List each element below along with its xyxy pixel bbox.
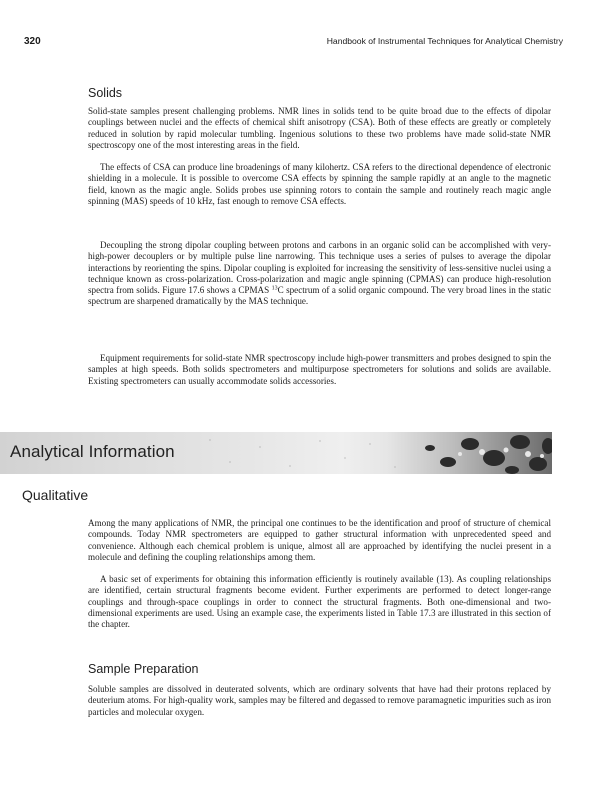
page-header	[24, 36, 563, 50]
solids-paragraph-3	[88, 240, 551, 308]
page-number: 320	[24, 36, 41, 47]
qualitative-heading: Qualitative	[22, 487, 89, 503]
qualitative-paragraph-1: Among the many applications of NMR, the principal one continues to be the identification and proof of structure of chemical compounds. Today NMR spectrometers are equipped to gather structural information with unprecedented speed and convenience. Although each chemical problem is unique, almost all are approached by identifying the nuclei present in a molecule and defining the coupling relationships among them.	[88, 518, 551, 562]
section-banner	[0, 432, 552, 474]
isotope-superscript: 13	[271, 285, 278, 292]
solids-paragraph-1: Solid-state samples present challenging problems. NMR lines in solids tend to be quite broad due to the effects of dipolar couplings between nuclei and the effects of chemical shift anisotropy (CSA). Both of these effects are greatly or completely reduced in solution by rapid molecular tumbling. Ingenious solutions to these two problems have made solid-state NMR spectroscopy one of the most interesting areas in the field.	[88, 106, 551, 150]
solids-paragraph-4: Equipment requirements for solid-state NMR spectroscopy include high-power transmitters and probes designed to spin the samples at high speeds. Both solids spectrometers and multipurpose spectrometers for solutions and solids are available. Existing spectrometers can usually accommodate solids accessories.	[88, 353, 551, 386]
running-title: Handbook of Instrumental Techniques for Analytical Chemistry	[326, 36, 563, 46]
sample-preparation-paragraph: Soluble samples are dissolved in deuterated solvents, which are ordinary solvents that have had their protons replaced by deuterium atoms. For high-quality work, samples may be filtered and degassed to remove paramagnetic impurities such as iron particles and molecular oxygen.	[88, 684, 551, 717]
banner-title: Analytical Information	[10, 442, 175, 461]
solids-paragraph-2: The effects of CSA can produce line broadenings of many kilohertz. CSA refers to the directional dependence of electronic shielding in a molecule. It is possible to overcome CSA effects by spinning the sample rapidly at an angle to the magnetic field, known as the magic angle. Solids probes use spinning rotors to contain the sample and routinely reach magic angle spinning (MAS) speeds of 10 kHz, fast enough to remove CSA effects.	[88, 162, 551, 206]
solids-heading: Solids	[88, 86, 123, 100]
qualitative-paragraph-2: A basic set of experiments for obtaining this information efficiently is routinely available (13). As coupling relationships are identified, certain structural fragments become evident. Further experiments are performed to detect longer-range couplings and through-space couplings in order to connect the structural fragments. Both one-dimensional and two-dimensional experiments are used. Using an example case, the experiments listed in Table 17.3 are illustrated in this section of the chapter.	[88, 574, 551, 629]
sample-preparation-heading: Sample Preparation	[88, 662, 199, 676]
solids-paragraph-3-text-b: C spectrum of a solid organic compound. The very broad lines in the static spectrum are sharpened dramatically by the MAS technique.	[88, 285, 551, 307]
solids-paragraph-3-text-a: Decoupling the strong dipolar coupling between protons and carbons in an organic solid can be accomplished with very-high-power decouplers or by multiple pulse line narrowing. This technique uses a series of pulses to average the dipolar interactions by reorienting the spins. Dipolar coupling is exploited for increasing the sensitivity of less-sensitive nuclei using a technique known as cross-polarization. Cross-polarization and magic angle spinning (CPMAS) can produce high-resolution spectra from solids. Figure 17.6 shows a CPMAS	[88, 240, 551, 295]
